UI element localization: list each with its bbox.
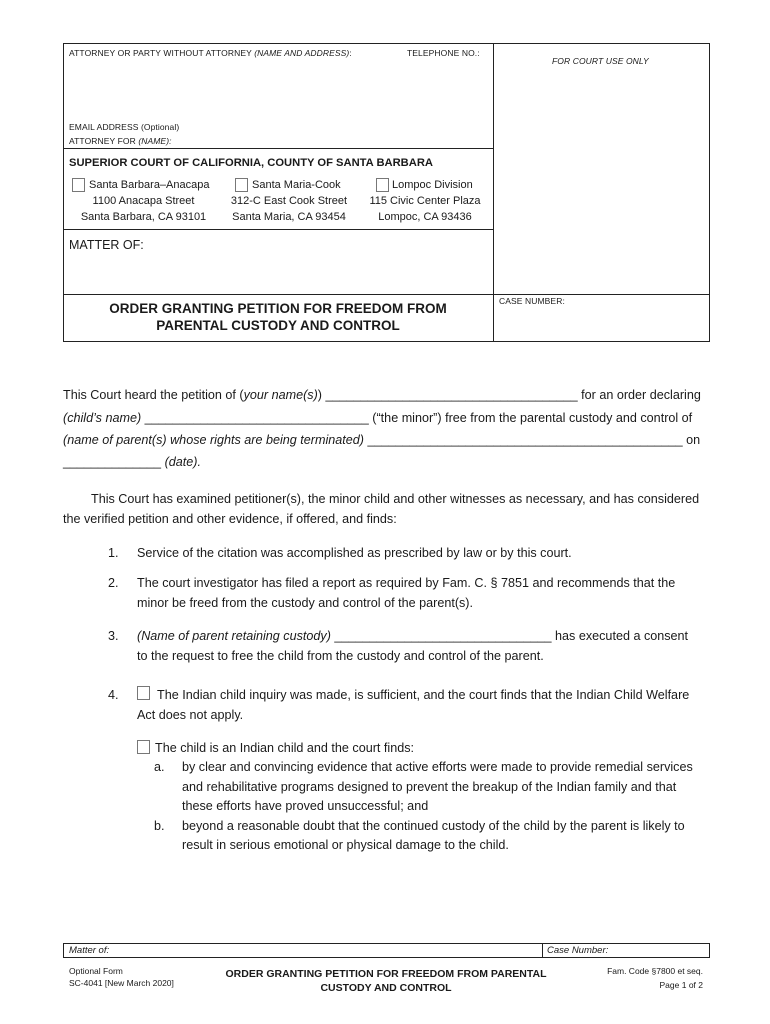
location-name: Lompoc Division <box>392 179 473 191</box>
location-city: Lompoc, CA 93436 <box>378 211 472 223</box>
location-name: Santa Maria-Cook <box>252 179 341 191</box>
intro-line-3: (name of parent(s) whose rights are being terminated) _____________________________________________ on <box>63 433 701 447</box>
item-text: The court investigator has filed a report as required by Fam. C. § 7851 and recommends that the <box>137 576 676 590</box>
footer-matter-of: Matter of: <box>69 945 110 956</box>
attorney-for-label: ATTORNEY FOR (NAME): <box>69 136 172 146</box>
item-number: 3. <box>108 629 119 643</box>
location-street: 312-C East Cook Street <box>230 195 348 207</box>
location-street: 1100 Anacapa Street <box>92 195 195 207</box>
checkbox-icwa-not-apply[interactable] <box>137 686 150 700</box>
intro-line-1: This Court heard the petition of (your name(s)) ____________________________________ for an order declaring <box>63 388 701 402</box>
checkbox-lompoc[interactable] <box>376 178 389 192</box>
sub-item-letter: b. <box>154 819 165 833</box>
item-text: minor be freed from the custody and control of the parent(s). <box>137 596 474 610</box>
checkbox-santa-maria[interactable] <box>235 178 248 192</box>
item-text: The child is an Indian child and the court finds: <box>155 741 415 755</box>
sub-item-text: these efforts have proved unsuccessful; and <box>182 799 429 813</box>
footer-title: ORDER GRANTING PETITION FOR FREEDOM FROM PARENTAL CUSTODY AND CONTROL <box>225 968 547 994</box>
sub-item-text: by clear and convincing evidence that active efforts were made to provide remedial services <box>182 760 693 774</box>
sub-item-text: beyond a reasonable doubt that the continued custody of the child by the parent is likely to <box>182 819 685 833</box>
optional-form-label: Optional Form <box>69 966 123 976</box>
item-text: Act does not apply. <box>137 708 244 722</box>
item-text: (Name of parent retaining custody) _______________________________ has executed a consent <box>137 629 689 643</box>
attorney-label: ATTORNEY OR PARTY WITHOUT ATTORNEY (NAME AND ADDRESS): <box>69 48 352 58</box>
item-number: 1. <box>108 546 119 560</box>
email-label: EMAIL ADDRESS (Optional) <box>69 122 180 132</box>
form-id: SC-4041 [New March 2020] <box>69 978 174 988</box>
matter-of-label: MATTER OF: <box>69 238 144 252</box>
footer-case-number: Case Number: <box>547 945 609 956</box>
findings-intro: the verified petition and other evidence, if offered, and finds: <box>63 512 397 526</box>
item-number: 2. <box>108 576 119 590</box>
intro-line-4: ______________ (date). <box>63 455 201 469</box>
sub-item-text: result in serious emotional or physical damage to the child. <box>182 838 509 852</box>
sub-item-text: and rehabilitative programs designed to prevent the breakup of the Indian family and that <box>182 780 677 794</box>
item-text: The Indian child inquiry was made, is sufficient, and the court finds that the Indian Child Welfare <box>157 688 690 702</box>
location-name: Santa Barbara–Anacapa <box>89 179 210 191</box>
item-number: 4. <box>108 688 119 702</box>
item-text: to the request to free the child from the custody and control of the parent. <box>137 649 544 663</box>
page-number: Page 1 of 2 <box>659 980 703 990</box>
court-use-label: FOR COURT USE ONLY <box>552 56 649 66</box>
footer-code: Fam. Code §7800 et seq. <box>607 966 703 976</box>
intro-line-2: (child’s name) ________________________________ (“the minor”) free from the parental custody and control of <box>63 411 693 425</box>
location-city: Santa Maria, CA 93454 <box>232 211 346 223</box>
location-city: Santa Barbara, CA 93101 <box>80 211 207 223</box>
court-title: SUPERIOR COURT OF CALIFORNIA, COUNTY OF SANTA BARBARA <box>69 157 434 169</box>
case-number-label: CASE NUMBER: <box>499 296 565 306</box>
item-text: Service of the citation was accomplished as prescribed by law or by this court. <box>137 546 572 560</box>
sub-item-letter: a. <box>154 760 165 774</box>
location-street: 115 Civic Center Plaza <box>369 195 481 207</box>
checkbox-santa-barbara[interactable] <box>72 178 85 192</box>
findings-intro: This Court has examined petitioner(s), the minor child and other witnesses as necessary, and has considered <box>91 492 700 506</box>
telephone-label: TELEPHONE NO.: <box>407 48 480 58</box>
checkbox-indian-child[interactable] <box>137 740 150 754</box>
doc-title: ORDER GRANTING PETITION FOR FREEDOM FROM PARENTAL CUSTODY AND CONTROL <box>109 301 447 333</box>
